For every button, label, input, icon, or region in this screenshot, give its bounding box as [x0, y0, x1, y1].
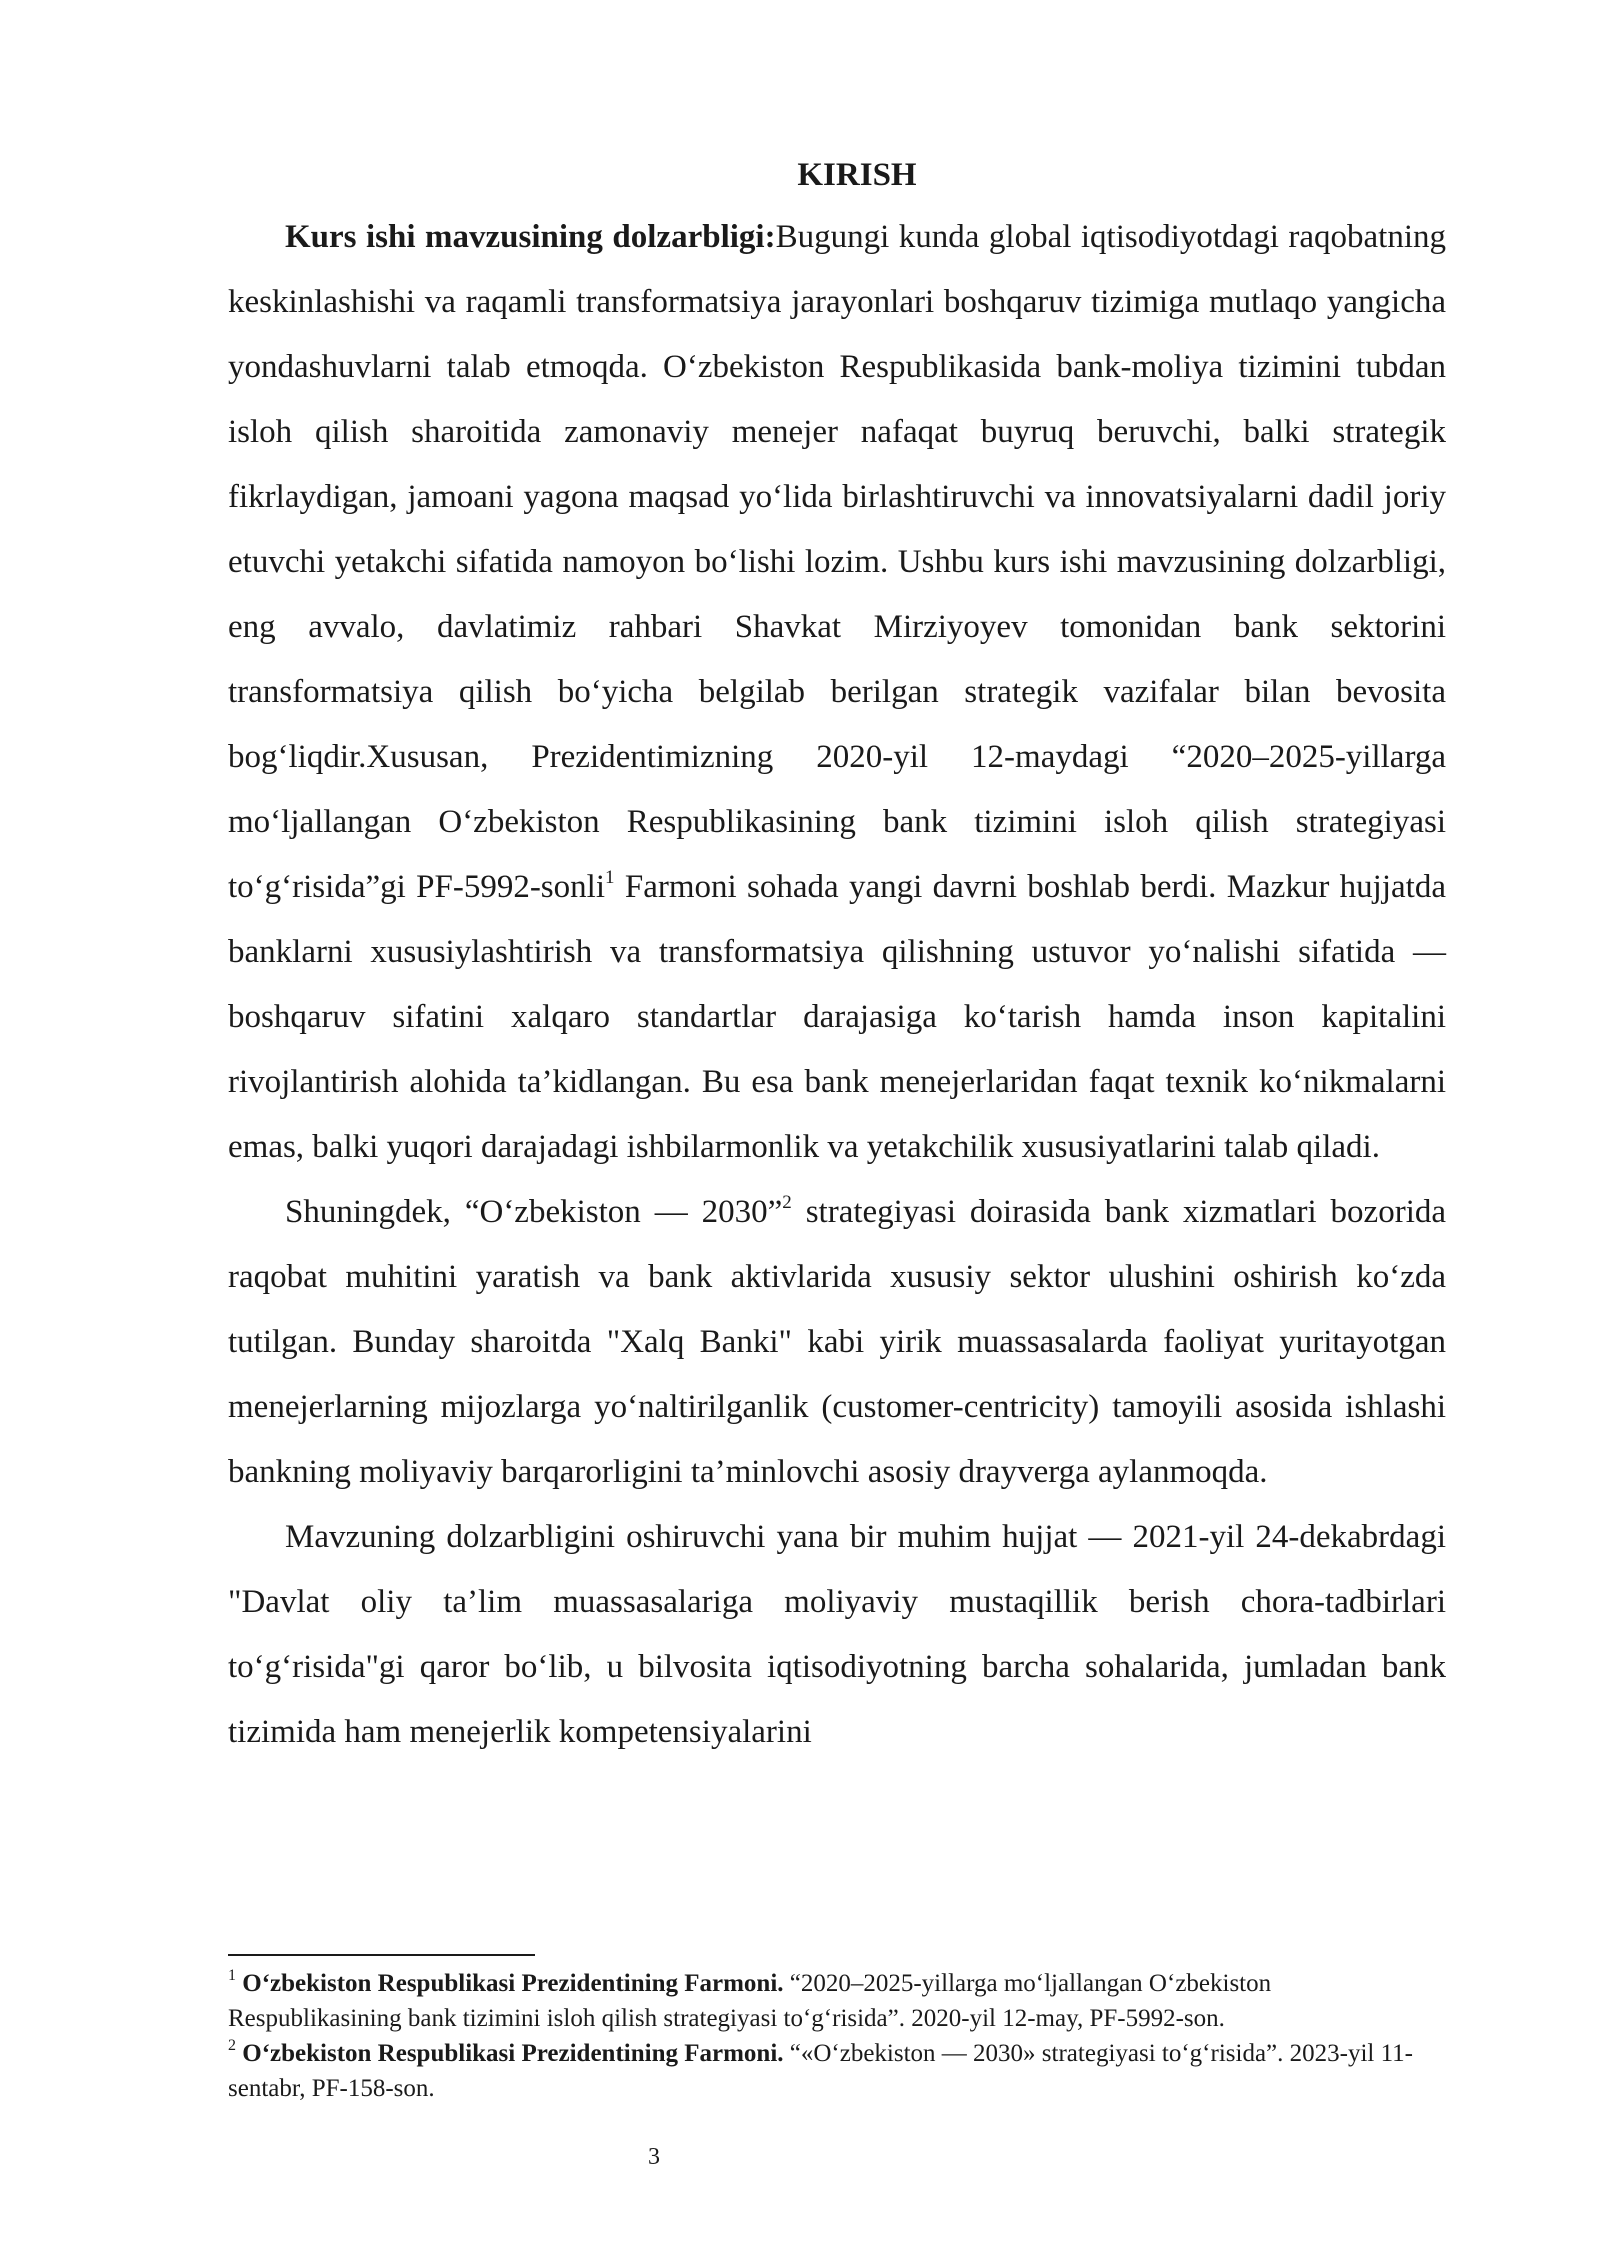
footnote-text: “«O‘zbekiston — 2030» strategiyasi to‘g‘risida”. 2023-yil 11-sentabr, PF-158-son. [228, 2040, 1414, 2102]
paragraph-text: Bugungi kunda global iqtisodiyotdagi raqobatning keskinlashishi va raqamli transformatsiya jarayonlari boshqaruv tizimiga mutlaqo yangicha yondashuvlarni talab etmoqda. O‘zbekiston Respublikasida bank-moliya tizimini tubdan isloh qilish sharoitida zamonaviy menejer nafaqat buyruq beruvchi, balki strategik fikrlaydigan, jamoani yagona maqsad yo‘lida birlashtiruvchi va innovatsiyalarni dadil joriy etuvchi yetakchi sifatida namoyon bo‘lishi lozim. Ushbu kurs ishi mavzusining dolzarbligi, eng avvalo, davlatimiz rahbari Shavkat Mirziyoyev tomonidan bank sektorini transformatsiya qilish bo‘yicha belgilab berilgan strategik vazifalar bilan bevosita bog‘liqdir.Xususan, Prezidentimizning 2020-yil 12-maydagi “2020–2025-yillarga mo‘ljallangan O‘zbekiston Respublikasining bank tizimini isloh qilish strategiyasi to‘g‘risida”gi PF-5992-sonli [228, 219, 1446, 905]
paragraph-lead: Kurs ishi mavzusining dolzarbligi: [285, 219, 776, 255]
paragraph-text: Mavzuning dolzarbligini oshiruvchi yana bir muhim hujjat — 2021-yil 24-dekabrdagi "Davlat oliy ta’lim muassasalariga moliyaviy mustaqillik berish chora-tadbirlari to‘g‘risida"gi qaror bo‘lib, u bilvosita iqtisodiyotning barcha sohalarida, jumladan bank tizimida ham menejerlik kompetensiyalarini [228, 1519, 1446, 1750]
footnote-ref-2[interactable]: 2 [782, 1192, 792, 1213]
main-content [228, 145, 1446, 1765]
footnote-separator [228, 1954, 535, 1956]
footnote-source: O‘zbekiston Respublikasi Prezidentining Farmoni. [242, 2040, 784, 2067]
paragraph-2 [228, 1180, 1446, 1505]
footnote-2 [228, 2036, 1446, 2106]
paragraph-3 [228, 1505, 1446, 1765]
footnote-ref-1[interactable]: 1 [605, 867, 615, 888]
footnote-1 [228, 1966, 1446, 2036]
footnote-number: 2 [228, 2037, 236, 2054]
paragraph-text: Farmoni sohada yangi davrni boshlab berdi. Mazkur hujjatda banklarni xususiylashtirish va transformatsiya qilishning ustuvor yo‘nalishi sifatida — boshqaruv sifatini xalqaro standartlar darajasiga ko‘tarish hamda inson kapitalini rivojlantirish alohida ta’kidlangan. Bu esa bank menejerlaridan faqat texnik ko‘nikmalarni emas, balki yuqori darajadagi ishbilarmonlik va yetakchilik xususiyatlarini talab qiladi. [228, 869, 1446, 1165]
paragraph-text: strategiyasi doirasida bank xizmatlari bozorida raqobat muhitini yaratish va bank aktivlarida xususiy sektor ulushini oshirish ko‘zda tutilgan. Bunday sharoitda "Xalq Banki" kabi yirik muassasalarda faoliyat yuritayotgan menejerlarning mijozlarga yo‘naltirilganlik (customer-centricity) tamoyili asosida ishlashi bankning moliyaviy barqarorligini ta’minlovchi asosiy drayverga aylanmoqda. [228, 1194, 1447, 1490]
footnote-text: “2020–2025-yillarga mo‘ljallangan O‘zbekiston Respublikasining bank tizimini isloh qilish strategiyasi to‘g‘risida”. 2020-yil 12-may, PF-5992-son. [228, 1970, 1272, 2032]
page-number: 3 [648, 2144, 660, 2170]
section-heading: KIRISH [797, 157, 917, 193]
paragraph-1 [228, 205, 1446, 1180]
footnote-number: 1 [228, 1967, 236, 1984]
paragraph-text: Shuningdek, “O‘zbekiston — 2030” [285, 1194, 783, 1230]
footnote-source: O‘zbekiston Respublikasi Prezidentining Farmoni. [242, 1970, 784, 1997]
footnotes-section [228, 1954, 1446, 2106]
